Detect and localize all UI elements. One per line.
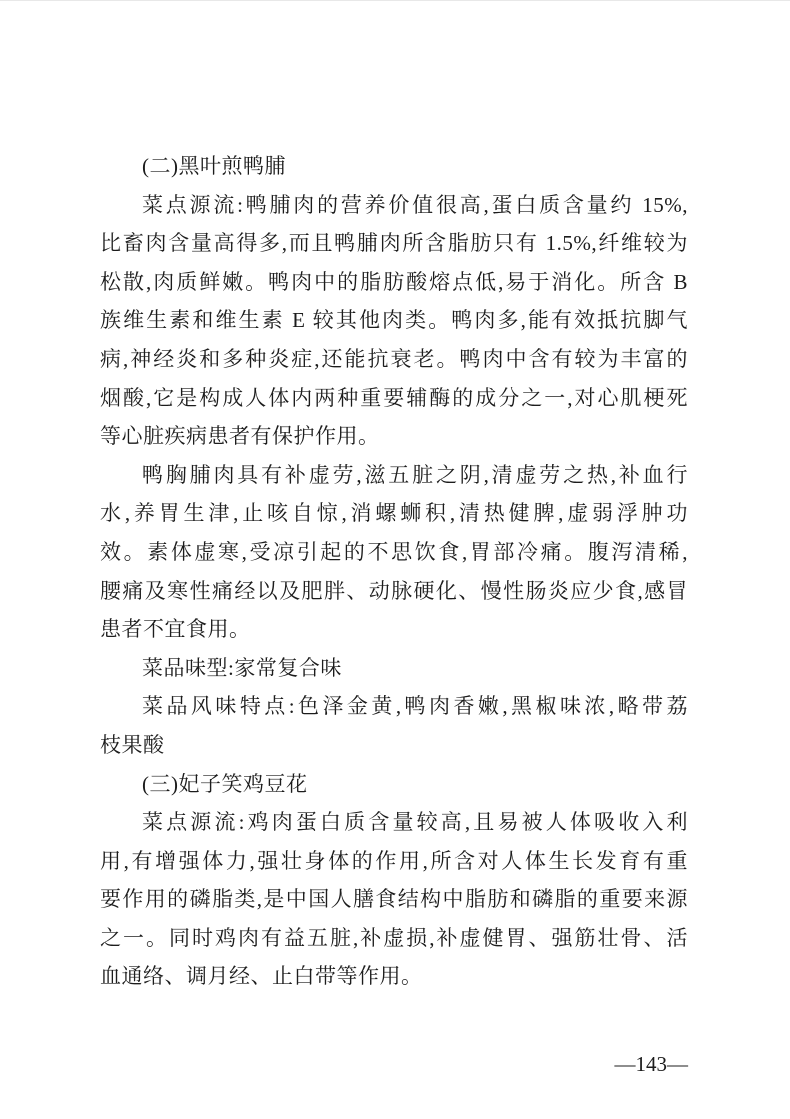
- text-line: 烟酸,它是构成人体内两种重要辅酶的成分之一,对心肌梗死: [100, 385, 688, 410]
- page-text-block: [100, 147, 688, 996]
- text-line: 之一。同时鸡肉有益五脏,补虚损,补虚健胃、强筋壮骨、活: [100, 925, 688, 950]
- text-line: 效。素体虚寒,受凉引起的不思饮食,胃部冷痛。腹泻清稀,: [100, 539, 688, 564]
- text-line: 松散,肉质鲜嫩。鸭肉中的脂肪酸熔点低,易于消化。所含 B: [100, 269, 688, 294]
- text-line: 菜点源流:鸡肉蛋白质含量较高,且易被人体吸收入利: [142, 810, 688, 835]
- text-line: 比畜肉含量高得多,而且鸭脯肉所含脂肪只有 1.5%,纤维较为: [100, 231, 688, 256]
- text-line: 菜品味型:家常复合味: [142, 655, 342, 680]
- text-line: 枝果酸: [100, 732, 165, 757]
- text-line: 族维生素和维生素 E 较其他肉类。鸭肉多,能有效抵抗脚气: [100, 308, 688, 333]
- text-line: 患者不宜食用。: [100, 617, 251, 642]
- section-heading: (二)黑叶煎鸭脯: [142, 154, 286, 178]
- text-line: 病,神经炎和多种炎症,还能抗衰老。鸭肉中含有较为丰富的: [100, 346, 688, 371]
- text-line: 菜品风味特点:色泽金黄,鸭肉香嫩,黑椒味浓,略带荔: [142, 694, 688, 719]
- page-number: —143—: [614, 1052, 688, 1076]
- text-line: 用,有增强体力,强壮身体的作用,所含对人体生长发育有重: [100, 848, 688, 873]
- text-line: 腰痛及寒性痛经以及肥胖、动脉硬化、慢性肠炎应少食,感冒: [100, 578, 688, 603]
- text-line: 要作用的磷脂类,是中国人膳食结构中脂肪和磷脂的重要来源: [100, 887, 688, 912]
- text-line: 鸭胸脯肉具有补虚劳,滋五脏之阴,清虚劳之热,补血行: [142, 462, 688, 487]
- text-line: 等心脏疾病患者有保护作用。: [100, 424, 380, 449]
- section-heading: (三)妃子笑鸡豆花: [142, 771, 308, 796]
- text-line: 菜点源流:鸭脯肉的营养价值很高,蛋白质含量约 15%,: [142, 192, 688, 217]
- text-line: 血通络、调月经、止白带等作用。: [100, 964, 423, 989]
- text-line: 水,养胃生津,止咳自惊,消螺蛳积,清热健脾,虚弱浮肿功: [100, 501, 688, 526]
